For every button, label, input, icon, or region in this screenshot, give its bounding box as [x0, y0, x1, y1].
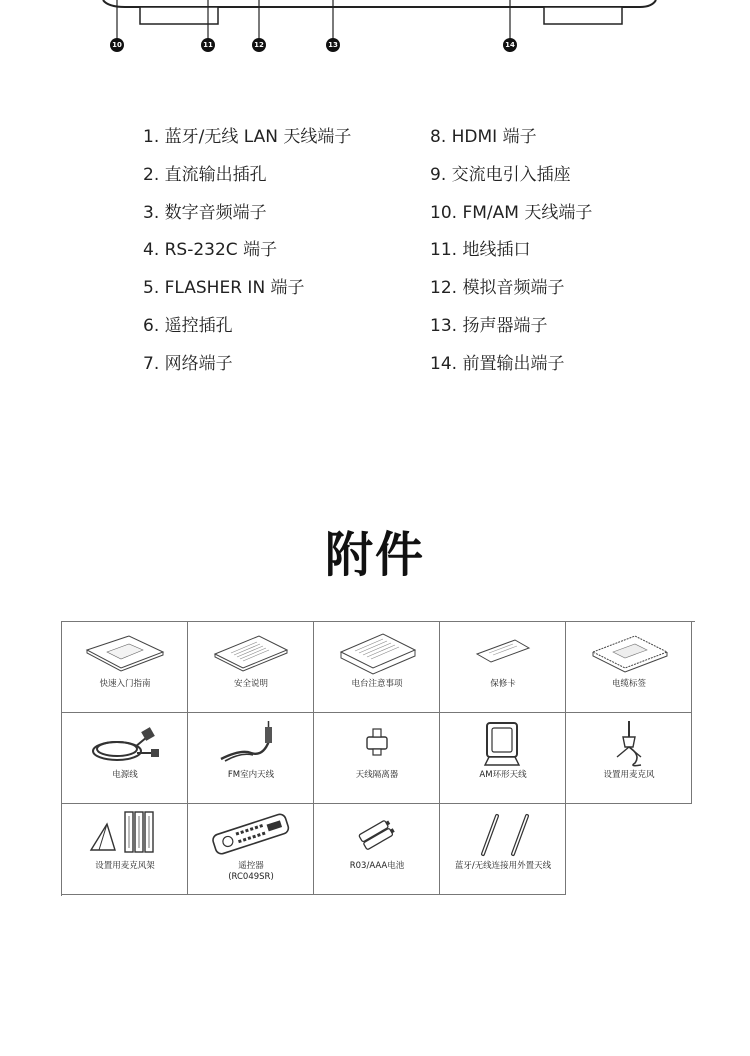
accessory-power-cord — [62, 713, 188, 804]
antenna-isolator-icon — [337, 719, 417, 769]
external-antennas-icon — [463, 810, 543, 860]
quick-start-guide-icon — [85, 628, 165, 678]
safety-instructions-icon — [211, 628, 291, 678]
accessory-label: 电台注意事项 — [351, 679, 403, 689]
fm-indoor-antenna-icon — [211, 719, 291, 769]
callout-12: 12 — [252, 38, 266, 52]
callout-13: 13 — [326, 38, 340, 52]
section-title: 附件 — [324, 527, 425, 583]
accessory-label: 电缆标签 — [611, 679, 646, 689]
accessory-batteries — [314, 804, 440, 895]
terminal-item: 13. 扬声器端子 — [430, 315, 548, 336]
accessory-microphone-stand — [62, 804, 188, 895]
accessory-label: 电源线 — [112, 770, 138, 780]
accessory-warranty-card — [440, 622, 566, 713]
accessory-antenna-isolator — [314, 713, 440, 804]
accessory-label: 遥控器 — [238, 861, 264, 871]
terminal-item: 12. 模拟音频端子 — [430, 278, 565, 299]
callout-10: 10 — [110, 38, 124, 52]
terminal-item: 5. FLASHER IN 端子 — [143, 278, 305, 299]
accessory-model-label: (RC049SR) — [228, 872, 274, 882]
accessory-cable-labels — [566, 622, 692, 713]
accessory-label: 天线隔离器 — [355, 770, 399, 780]
warranty-card-icon — [463, 628, 543, 678]
terminal-column-left — [143, 124, 351, 389]
cable-labels-icon — [589, 628, 669, 678]
terminal-column-right — [430, 124, 592, 389]
accessory-label: 蓝牙/无线连接用外置天线 — [454, 861, 552, 871]
accessory-label: 设置用麦克风 — [603, 770, 655, 780]
accessory-fm-indoor-antenna — [188, 713, 314, 804]
power-cord-icon — [85, 719, 165, 769]
am-loop-antenna-icon — [463, 719, 543, 769]
accessory-label: AM环形天线 — [479, 770, 527, 780]
accessory-label: 设置用麦克风架 — [95, 861, 155, 871]
accessory-label: 安全说明 — [233, 679, 268, 689]
terminal-item: 11. 地线插口 — [430, 240, 531, 261]
terminal-item: 8. HDMI 端子 — [430, 127, 537, 147]
callout-numbers — [0, 0, 750, 60]
accessory-label: R03/AAA电池 — [349, 861, 405, 871]
terminal-item: 6. 遥控插孔 — [143, 315, 233, 336]
accessory-remote-control — [188, 804, 314, 895]
accessory-am-loop-antenna — [440, 713, 566, 804]
terminal-item: 10. FM/AM 天线端子 — [430, 202, 593, 223]
terminal-item: 2. 直流输出插孔 — [143, 164, 267, 185]
terminal-item: 14. 前置输出端子 — [430, 353, 565, 374]
accessory-quick-start-guide — [62, 622, 188, 713]
terminal-item: 9. 交流电引入插座 — [430, 164, 571, 185]
accessory-label: 快速入门指南 — [99, 679, 151, 689]
setup-microphone-icon — [589, 719, 669, 769]
batteries-icon — [337, 810, 417, 860]
radio-notes-icon — [337, 628, 417, 678]
terminal-item: 3. 数字音频端子 — [143, 202, 267, 223]
terminal-item: 1. 蓝牙/无线 LAN 天线端子 — [143, 127, 352, 147]
accessory-setup-microphone — [566, 713, 692, 804]
accessory-external-antennas — [440, 804, 566, 895]
callout-11: 11 — [201, 38, 215, 52]
callout-14: 14 — [503, 38, 517, 52]
accessory-label: 保修卡 — [490, 679, 516, 689]
terminal-item: 4. RS-232C 端子 — [143, 240, 278, 261]
remote-control-icon — [211, 810, 291, 860]
terminal-item: 7. 网络端子 — [143, 353, 233, 374]
accessory-safety-instructions — [188, 622, 314, 713]
accessory-label: FM室内天线 — [227, 770, 275, 780]
accessory-radio-notes — [314, 622, 440, 713]
microphone-stand-icon — [85, 810, 165, 860]
